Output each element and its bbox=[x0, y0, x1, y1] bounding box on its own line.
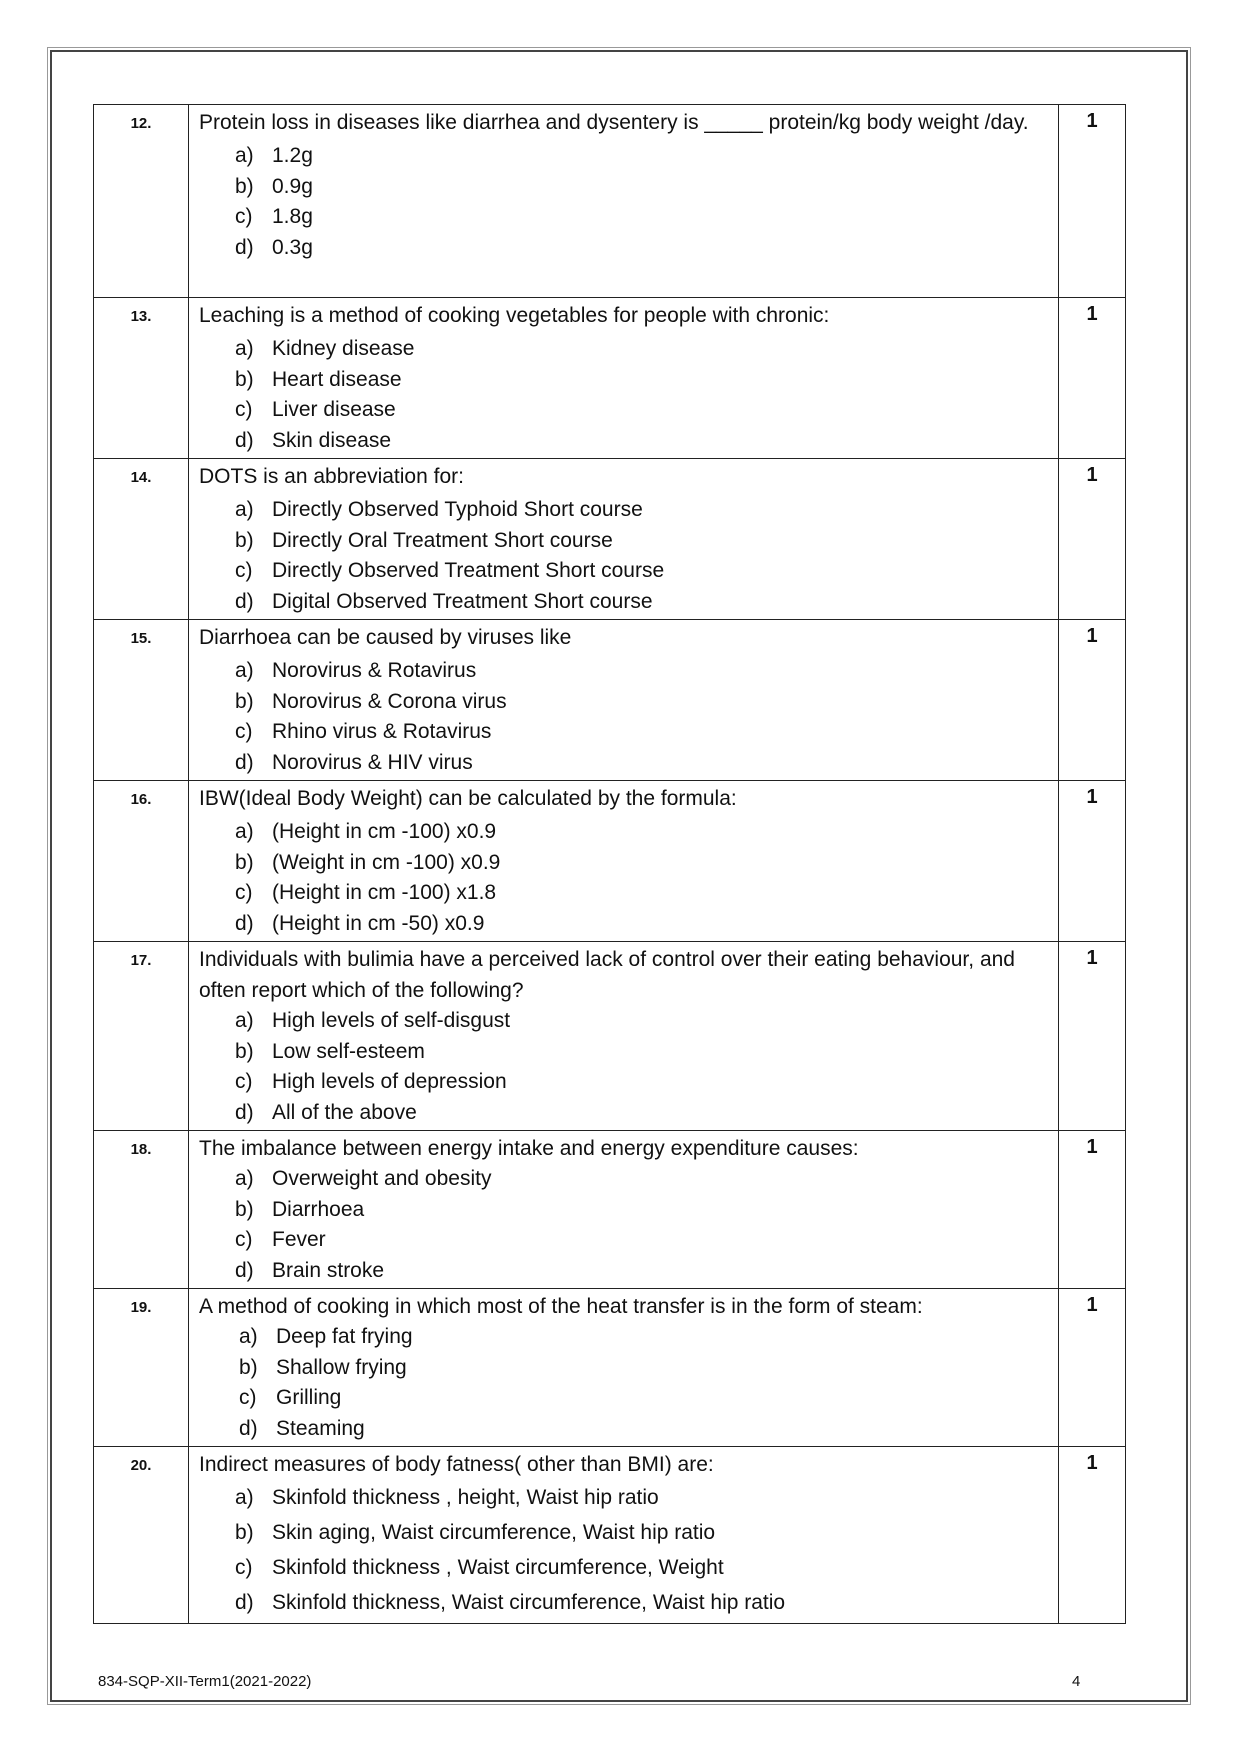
option-letter: d) bbox=[239, 1416, 258, 1440]
option-text: Norovirus & Rotavirus bbox=[272, 659, 477, 682]
question-body bbox=[189, 459, 1059, 620]
question-row bbox=[94, 298, 1126, 459]
option-text: Directly Observed Treatment Short course bbox=[272, 559, 665, 582]
question-row bbox=[94, 105, 1126, 298]
option-item bbox=[235, 1585, 1048, 1620]
option-letter: d) bbox=[235, 428, 254, 452]
option-text: Skinfold thickness, Waist circumference, Waist hip ratio bbox=[272, 1591, 786, 1614]
option-text: Skin aging, Waist circumference, Waist hip ratio bbox=[272, 1521, 716, 1544]
option-item bbox=[239, 1383, 1048, 1414]
option-letter: b) bbox=[235, 1521, 254, 1544]
option-text: Directly Observed Typhoid Short course bbox=[272, 498, 643, 521]
option-letter: d) bbox=[235, 589, 254, 613]
question-number: 17. bbox=[94, 942, 189, 1131]
option-text: (Height in cm -50) x0.9 bbox=[272, 911, 485, 935]
question-row bbox=[94, 459, 1126, 620]
footer-paper-code: 834-SQP-XII-Term1(2021-2022) bbox=[98, 1673, 312, 1690]
option-text: Digital Observed Treatment Short course bbox=[272, 589, 653, 613]
options-list bbox=[199, 656, 1048, 778]
option-item bbox=[235, 365, 1048, 396]
question-body bbox=[189, 1447, 1059, 1624]
option-item bbox=[235, 656, 1048, 687]
question-row bbox=[94, 942, 1126, 1131]
question-number: 15. bbox=[94, 620, 189, 781]
question-stem: Leaching is a method of cooking vegetables for people with chronic: bbox=[199, 304, 830, 327]
question-stem: Indirect measures of body fatness( other than BMI) are: bbox=[199, 1453, 714, 1476]
option-item bbox=[239, 1414, 1048, 1445]
option-item bbox=[235, 334, 1048, 365]
question-number: 13. bbox=[94, 298, 189, 459]
option-item bbox=[235, 1515, 1048, 1550]
options-list bbox=[199, 334, 1048, 456]
question-marks: 1 bbox=[1059, 1447, 1126, 1624]
option-text: (Weight in cm -100) x0.9 bbox=[272, 850, 501, 874]
question-marks: 1 bbox=[1059, 1289, 1126, 1447]
option-letter: d) bbox=[235, 750, 254, 774]
question-number: 18. bbox=[94, 1131, 189, 1289]
option-text: (Height in cm -100) x0.9 bbox=[272, 820, 497, 843]
option-letter: b) bbox=[235, 367, 254, 391]
option-text: Rhino virus & Rotavirus bbox=[272, 720, 492, 743]
option-item bbox=[235, 556, 1048, 587]
option-item bbox=[235, 141, 1048, 172]
option-item bbox=[235, 717, 1048, 748]
option-item bbox=[235, 172, 1048, 203]
option-letter: b) bbox=[235, 1039, 254, 1063]
question-number: 12. bbox=[94, 105, 189, 298]
question-body bbox=[189, 942, 1059, 1131]
option-item bbox=[235, 1195, 1048, 1226]
option-item bbox=[235, 1098, 1048, 1129]
option-letter: b) bbox=[235, 689, 254, 713]
option-text: All of the above bbox=[272, 1100, 417, 1124]
option-item bbox=[235, 1067, 1048, 1098]
option-text: Overweight and obesity bbox=[272, 1167, 492, 1190]
option-letter: b) bbox=[235, 850, 254, 874]
question-number: 16. bbox=[94, 781, 189, 942]
option-text: Skinfold thickness , Waist circumference, Weight bbox=[272, 1556, 724, 1579]
option-letter: a) bbox=[235, 337, 254, 360]
option-item bbox=[235, 1006, 1048, 1037]
option-letter: c) bbox=[235, 398, 253, 421]
question-row bbox=[94, 1131, 1126, 1289]
question-body bbox=[189, 1131, 1059, 1289]
option-letter: d) bbox=[235, 1258, 254, 1282]
option-letter: c) bbox=[239, 1386, 257, 1409]
question-stem: A method of cooking in which most of the heat transfer is in the form of steam: bbox=[199, 1295, 923, 1318]
options-list bbox=[199, 1006, 1048, 1128]
option-item bbox=[235, 587, 1048, 618]
option-text: Steaming bbox=[276, 1416, 365, 1440]
option-letter: c) bbox=[235, 1070, 253, 1093]
option-text: High levels of depression bbox=[272, 1070, 507, 1093]
option-text: Norovirus & HIV virus bbox=[272, 750, 473, 774]
option-text: (Height in cm -100) x1.8 bbox=[272, 881, 497, 904]
question-body bbox=[189, 620, 1059, 781]
option-text: Brain stroke bbox=[272, 1258, 385, 1282]
question-number: 20. bbox=[94, 1447, 189, 1624]
option-text: Directly Oral Treatment Short course bbox=[272, 528, 613, 552]
question-stem: The imbalance between energy intake and energy expenditure causes: bbox=[199, 1137, 859, 1160]
options-list bbox=[199, 141, 1048, 263]
option-text: Diarrhoea bbox=[272, 1197, 365, 1221]
question-body bbox=[189, 781, 1059, 942]
question-marks: 1 bbox=[1059, 781, 1126, 942]
question-marks: 1 bbox=[1059, 1131, 1126, 1289]
option-item bbox=[239, 1353, 1048, 1384]
option-item bbox=[235, 848, 1048, 879]
option-text: Norovirus & Corona virus bbox=[272, 689, 507, 713]
option-letter: c) bbox=[235, 1556, 253, 1579]
option-letter: b) bbox=[235, 174, 254, 198]
question-row bbox=[94, 620, 1126, 781]
option-letter: c) bbox=[235, 1228, 253, 1251]
question-marks: 1 bbox=[1059, 298, 1126, 459]
option-letter: a) bbox=[235, 820, 254, 843]
question-stem: Diarrhoea can be caused by viruses like bbox=[199, 626, 572, 649]
options-list bbox=[199, 817, 1048, 939]
question-marks: 1 bbox=[1059, 942, 1126, 1131]
option-text: High levels of self-disgust bbox=[272, 1009, 511, 1032]
option-item bbox=[235, 495, 1048, 526]
option-letter: b) bbox=[235, 1197, 254, 1221]
question-stem: Protein loss in diseases like diarrhea and dysentery is _____ protein/kg body weight /day. bbox=[199, 111, 1029, 134]
options-list bbox=[199, 1164, 1048, 1286]
option-letter: d) bbox=[235, 1591, 254, 1614]
option-text: Low self-esteem bbox=[272, 1039, 425, 1063]
option-item bbox=[235, 687, 1048, 718]
option-text: Fever bbox=[272, 1228, 326, 1251]
option-letter: d) bbox=[235, 911, 254, 935]
option-text: Grilling bbox=[276, 1386, 342, 1409]
question-body bbox=[189, 298, 1059, 459]
question-number: 19. bbox=[94, 1289, 189, 1447]
option-letter: a) bbox=[235, 498, 254, 521]
options-list bbox=[199, 1322, 1048, 1444]
option-letter: d) bbox=[235, 235, 254, 259]
options-list bbox=[199, 1480, 1048, 1620]
question-row bbox=[94, 781, 1126, 942]
question-body bbox=[189, 105, 1059, 298]
option-item bbox=[235, 426, 1048, 457]
option-item bbox=[239, 1322, 1048, 1353]
question-number: 14. bbox=[94, 459, 189, 620]
question-stem: IBW(Ideal Body Weight) can be calculated by the formula: bbox=[199, 787, 737, 810]
option-item bbox=[235, 526, 1048, 557]
option-letter: b) bbox=[239, 1355, 258, 1379]
question-row bbox=[94, 1289, 1126, 1447]
option-letter: a) bbox=[235, 1009, 254, 1032]
option-letter: a) bbox=[235, 1486, 254, 1509]
option-text: 0.9g bbox=[272, 174, 313, 198]
option-text: Kidney disease bbox=[272, 337, 415, 360]
option-letter: a) bbox=[239, 1325, 258, 1348]
option-text: Heart disease bbox=[272, 367, 402, 391]
questions-table bbox=[93, 104, 1126, 1624]
option-item bbox=[235, 1550, 1048, 1585]
question-marks: 1 bbox=[1059, 459, 1126, 620]
option-letter: c) bbox=[235, 720, 253, 743]
option-text: Deep fat frying bbox=[276, 1325, 413, 1348]
option-item bbox=[235, 395, 1048, 426]
option-letter: a) bbox=[235, 659, 254, 682]
question-stem: DOTS is an abbreviation for: bbox=[199, 465, 464, 488]
option-text: Shallow frying bbox=[276, 1355, 407, 1379]
option-item bbox=[235, 1256, 1048, 1287]
option-letter: c) bbox=[235, 559, 253, 582]
question-row bbox=[94, 1447, 1126, 1624]
option-item bbox=[235, 202, 1048, 233]
option-text: Skin disease bbox=[272, 428, 392, 452]
option-letter: b) bbox=[235, 528, 254, 552]
option-letter: c) bbox=[235, 881, 253, 904]
option-item bbox=[235, 233, 1048, 264]
options-list bbox=[199, 495, 1048, 617]
option-text: 1.8g bbox=[272, 205, 313, 228]
option-letter: d) bbox=[235, 1100, 254, 1124]
option-item bbox=[235, 748, 1048, 779]
option-item bbox=[235, 878, 1048, 909]
option-letter: c) bbox=[235, 205, 253, 228]
option-text: 1.2g bbox=[272, 144, 313, 167]
option-item bbox=[235, 1480, 1048, 1515]
option-letter: a) bbox=[235, 144, 254, 167]
footer-page-number: 4 bbox=[1072, 1673, 1081, 1690]
option-item bbox=[235, 817, 1048, 848]
option-text: Liver disease bbox=[272, 398, 396, 421]
option-item bbox=[235, 1164, 1048, 1195]
option-letter: a) bbox=[235, 1167, 254, 1190]
option-item bbox=[235, 909, 1048, 940]
option-text: 0.3g bbox=[272, 235, 313, 259]
option-text: Skinfold thickness , height, Waist hip ratio bbox=[272, 1486, 659, 1509]
question-marks: 1 bbox=[1059, 105, 1126, 298]
question-body bbox=[189, 1289, 1059, 1447]
option-item bbox=[235, 1225, 1048, 1256]
option-item bbox=[235, 1037, 1048, 1068]
question-marks: 1 bbox=[1059, 620, 1126, 781]
question-stem: Individuals with bulimia have a perceived lack of control over their eating behaviour, and often report which of the following? bbox=[199, 948, 1015, 1002]
